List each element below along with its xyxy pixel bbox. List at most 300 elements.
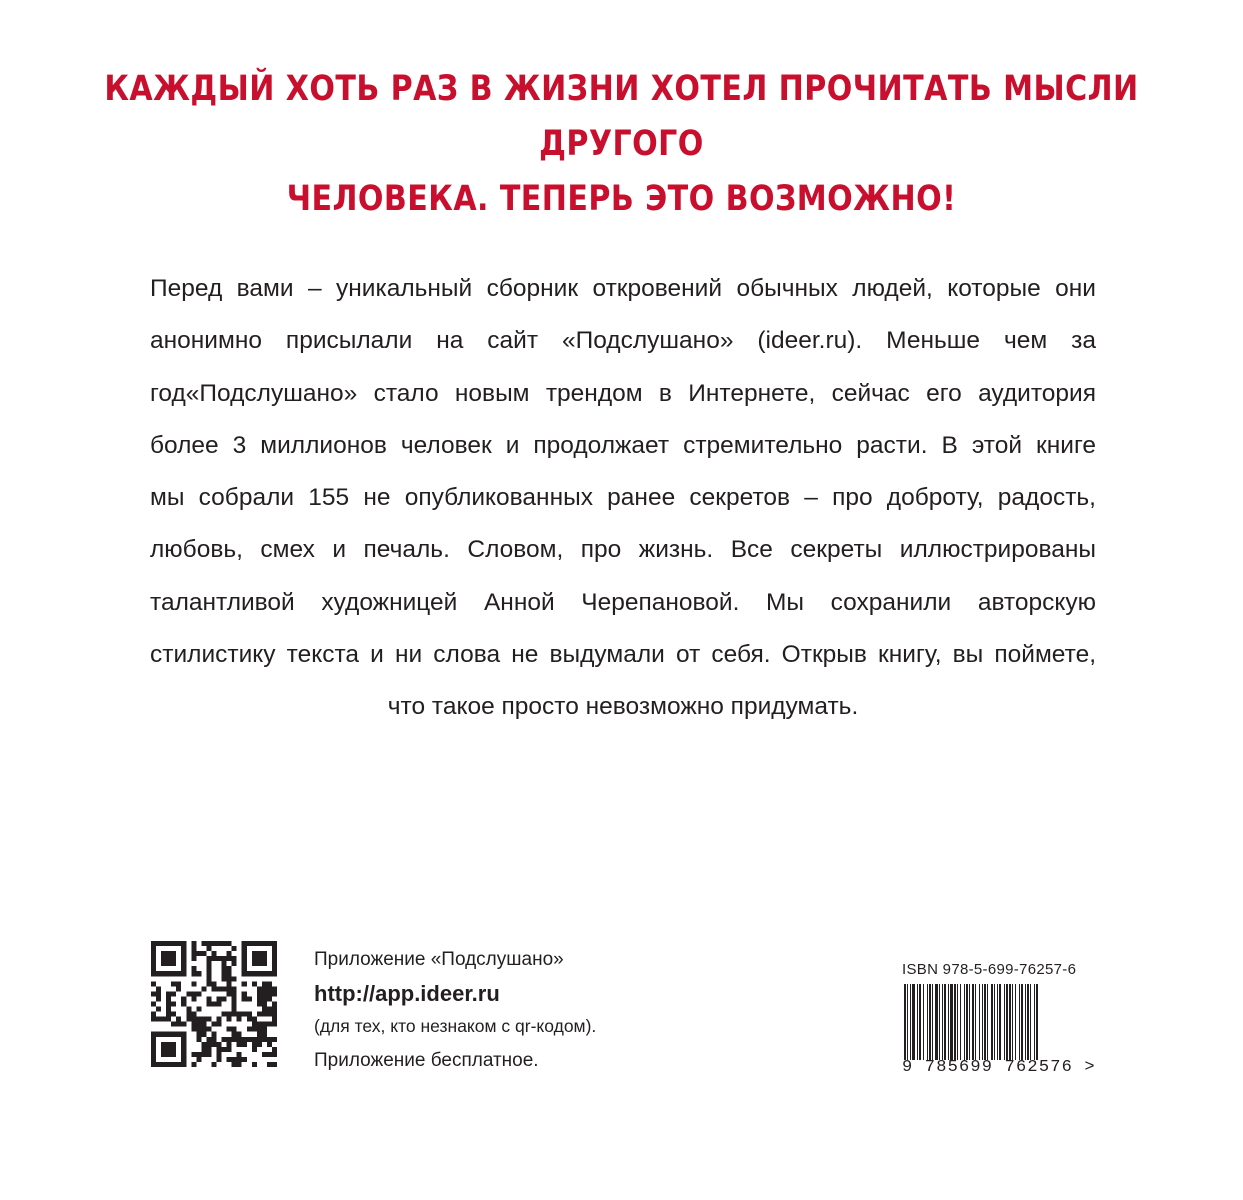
qr-module [267, 986, 272, 991]
qr-module [166, 1042, 171, 1047]
qr-module [211, 1062, 216, 1067]
qr-module [217, 941, 222, 946]
qr-module [181, 961, 186, 966]
qr-module [272, 1012, 277, 1017]
qr-module [262, 1027, 267, 1032]
qr-module [242, 1037, 247, 1042]
qr-module [252, 951, 257, 956]
barcode-bar [1030, 984, 1031, 1060]
qr-module [201, 941, 206, 946]
barcode-bar [935, 984, 938, 1060]
qr-module [227, 1017, 232, 1022]
qr-module [222, 1037, 227, 1042]
qr-module [151, 1012, 156, 1017]
qr-module [257, 1027, 262, 1032]
qr-module [247, 1037, 252, 1042]
qr-module [161, 956, 166, 961]
qr-module [191, 996, 196, 1001]
qr-module [232, 1007, 237, 1012]
qr-module [272, 1017, 277, 1022]
qr-module [181, 1052, 186, 1057]
qr-module [272, 1047, 277, 1052]
barcode-bar [1034, 984, 1035, 1060]
description-line: талантливой художницей Анной Черепановой. Мы сохранили авторскую [150, 588, 1096, 616]
qr-module [211, 1022, 216, 1027]
qr-module [267, 1052, 272, 1057]
barcode-bar [1021, 984, 1023, 1060]
qr-module [257, 971, 262, 976]
qr-module [171, 1047, 176, 1052]
qr-module [242, 981, 247, 986]
qr-module [166, 1052, 171, 1057]
qr-module [262, 991, 267, 996]
qr-module [161, 1052, 166, 1057]
qr-module [151, 1052, 156, 1057]
qr-module [171, 971, 176, 976]
description-line: анонимно присылали на сайт «Подслушано» (ideer.ru). Меньше чем за [150, 327, 1096, 355]
qr-module [176, 1062, 181, 1067]
qr-module [206, 966, 211, 971]
qr-module [242, 966, 247, 971]
qr-module [151, 1032, 156, 1037]
qr-module [171, 1032, 176, 1037]
qr-module [206, 1052, 211, 1057]
qr-module [211, 956, 216, 961]
qr-module [151, 1037, 156, 1042]
qr-module [262, 956, 267, 961]
barcode-bar [966, 984, 968, 1060]
barcode-bar [960, 984, 961, 1060]
barcode-bar [948, 984, 949, 1060]
qr-module [267, 1037, 272, 1042]
qr-module [211, 1037, 216, 1042]
barcode-bar [1009, 984, 1011, 1060]
qr-module [272, 1001, 277, 1006]
qr-module [272, 971, 277, 976]
qr-module [217, 1001, 222, 1006]
qr-module [201, 1022, 206, 1027]
qr-module [166, 1032, 171, 1037]
qr-module [262, 1012, 267, 1017]
barcode-bar [964, 984, 965, 1060]
qr-module [227, 986, 232, 991]
qr-module [272, 956, 277, 961]
qr-module [171, 991, 176, 996]
qr-module [242, 961, 247, 966]
qr-module [272, 946, 277, 951]
qr-module [222, 976, 227, 981]
qr-module [151, 1042, 156, 1047]
qr-module [171, 941, 176, 946]
qr-module [262, 986, 267, 991]
qr-module [272, 1037, 277, 1042]
barcode-bar [1012, 984, 1013, 1060]
qr-module [222, 1047, 227, 1052]
qr-module [232, 1037, 237, 1042]
description-line: Перед вами – уникальный сборник откровений обычных людей, которые они [150, 275, 1096, 302]
qr-module [267, 1012, 272, 1017]
qr-module [267, 1022, 272, 1027]
qr-module [176, 1022, 181, 1027]
qr-module [272, 966, 277, 971]
headline-line-1: КАЖДЫЙ ХОТЬ РАЗ В ЖИЗНИ ХОТЕЛ ПРОЧИТАТЬ МЫСЛИ ДРУГОГО [104, 69, 1139, 164]
qr-module [272, 961, 277, 966]
qr-module [257, 1032, 262, 1037]
qr-module [176, 981, 181, 986]
headline-line-2: ЧЕЛОВЕКА. ТЕПЕРЬ ЭТО ВОЗМОЖНО! [286, 179, 957, 219]
qr-module [196, 951, 201, 956]
qr-module [262, 1032, 267, 1037]
app-url-link[interactable]: http://app.ideer.ru [314, 980, 500, 1006]
qr-module [272, 1022, 277, 1027]
qr-module [181, 996, 186, 1001]
barcode-bar [1019, 984, 1020, 1060]
qr-module [201, 1027, 206, 1032]
isbn-block [902, 961, 1096, 1077]
qr-module [181, 1062, 186, 1067]
qr-module [181, 1037, 186, 1042]
barcode-bar [917, 984, 918, 1060]
qr-module [272, 1062, 277, 1067]
qr-module [247, 971, 252, 976]
barcode-bar [1015, 984, 1016, 1060]
qr-module [217, 1052, 222, 1057]
qr-module [252, 961, 257, 966]
qr-module [156, 1032, 161, 1037]
qr-module [206, 1001, 211, 1006]
qr-module [171, 1062, 176, 1067]
qr-module [166, 1012, 171, 1017]
qr-module [232, 976, 237, 981]
qr-module [262, 1001, 267, 1006]
barcode-icon [902, 984, 1090, 1060]
qr-module [247, 1027, 252, 1032]
qr-module [257, 961, 262, 966]
qr-module [272, 986, 277, 991]
app-free-note: Приложение бесплатное. [314, 1049, 539, 1071]
qr-module [217, 1047, 222, 1052]
qr-module [217, 1042, 222, 1047]
qr-module [171, 1052, 176, 1057]
qr-module [201, 1052, 206, 1057]
qr-module [161, 941, 166, 946]
qr-module [242, 941, 247, 946]
qr-module [191, 951, 196, 956]
qr-module [222, 961, 227, 966]
barcode-bar [907, 984, 908, 1060]
qr-module [227, 971, 232, 976]
qr-module [151, 956, 156, 961]
qr-module [232, 961, 237, 966]
app-note: (для тех, кто незнаком с qr-кодом). [314, 1016, 597, 1036]
qr-module [206, 1037, 211, 1042]
qr-module [227, 1042, 232, 1047]
qr-module [171, 1012, 176, 1017]
qr-module [181, 1022, 186, 1027]
qr-module [252, 1037, 257, 1042]
qr-module [267, 996, 272, 1001]
qr-module [156, 971, 161, 976]
qr-module [166, 961, 171, 966]
qr-module [181, 966, 186, 971]
qr-module [232, 1032, 237, 1037]
qr-module [227, 1047, 232, 1052]
description-line: более 3 миллионов человек и продолжает стремительно расти. В этой книге [150, 431, 1096, 459]
qr-module [196, 1022, 201, 1027]
qr-module [222, 941, 227, 946]
qr-module [262, 1037, 267, 1042]
qr-module [191, 981, 196, 986]
qr-module [176, 1017, 181, 1022]
qr-module [206, 946, 211, 951]
qr-module [247, 1012, 252, 1017]
qr-module [237, 1057, 242, 1062]
qr-module [222, 971, 227, 976]
qr-module [196, 1037, 201, 1042]
qr-module [176, 1032, 181, 1037]
qr-module [161, 971, 166, 976]
qr-module [206, 976, 211, 981]
barcode-bar [904, 984, 906, 1060]
qr-module [191, 1027, 196, 1032]
qr-module [237, 1052, 242, 1057]
qr-module [196, 991, 201, 996]
barcode-bar [969, 984, 970, 1060]
qr-module [252, 1062, 257, 1067]
qr-module [227, 966, 232, 971]
qr-module [227, 956, 232, 961]
qr-module [161, 1017, 166, 1022]
qr-module [156, 941, 161, 946]
qr-module [151, 951, 156, 956]
qr-module [222, 956, 227, 961]
qr-module [196, 1017, 201, 1022]
qr-module [252, 956, 257, 961]
app-info [314, 943, 596, 1077]
qr-module [227, 1012, 232, 1017]
qr-module [267, 1007, 272, 1012]
qr-module [257, 991, 262, 996]
qr-module [151, 946, 156, 951]
qr-module [171, 981, 176, 986]
barcode-digits: 9 785699 762576 > [902, 1058, 1096, 1077]
qr-module [262, 1052, 267, 1057]
qr-module [166, 1062, 171, 1067]
qr-module [186, 1012, 191, 1017]
qr-module [232, 991, 237, 996]
qr-module [161, 1032, 166, 1037]
qr-module [166, 1017, 171, 1022]
qr-module [272, 951, 277, 956]
qr-module [227, 981, 232, 986]
barcode-bar [929, 984, 931, 1060]
barcode-bar [979, 984, 980, 1060]
qr-module [211, 1032, 216, 1037]
qr-module [222, 996, 227, 1001]
barcode-bar [991, 984, 993, 1060]
barcode-bar [982, 984, 983, 1060]
description-line: что такое просто невозможно придумать. [387, 693, 859, 721]
qr-module [257, 1022, 262, 1027]
qr-module [257, 951, 262, 956]
barcode-bar [972, 984, 974, 1060]
qr-module [257, 996, 262, 1001]
qr-module [237, 1012, 242, 1017]
qr-module [252, 1042, 257, 1047]
qr-module [151, 1057, 156, 1062]
qr-module [242, 951, 247, 956]
qr-module [237, 1062, 242, 1067]
qr-module [161, 951, 166, 956]
barcode-bar [927, 984, 928, 1060]
qr-module [206, 1017, 211, 1022]
qr-module [272, 941, 277, 946]
qr-module [257, 1012, 262, 1017]
qr-module [196, 971, 201, 976]
qr-module [176, 986, 181, 991]
headline [87, 62, 1156, 227]
qr-module [206, 1047, 211, 1052]
qr-module [151, 1047, 156, 1052]
qr-module [166, 951, 171, 956]
barcode-bar [932, 984, 933, 1060]
qr-module [196, 1032, 201, 1037]
qr-module [252, 941, 257, 946]
barcode-bar [957, 984, 958, 1060]
qr-module [156, 986, 161, 991]
qr-module [156, 991, 161, 996]
barcode-bar [997, 984, 998, 1060]
qr-module [166, 956, 171, 961]
qr-module [252, 981, 257, 986]
barcode-bar [1036, 984, 1038, 1060]
qr-module [181, 1032, 186, 1037]
qr-module [267, 1042, 272, 1047]
qr-module [237, 1042, 242, 1047]
qr-module [181, 956, 186, 961]
app-title: Приложение «Подслушано» [314, 949, 564, 970]
qr-module [166, 991, 171, 996]
qr-module [166, 996, 171, 1001]
qr-module [201, 1032, 206, 1037]
qr-module [151, 971, 156, 976]
qr-module [257, 1042, 262, 1047]
qr-module [267, 971, 272, 976]
qr-module [237, 1032, 242, 1037]
qr-module [191, 971, 196, 976]
qr-module [217, 1057, 222, 1062]
qr-code-icon[interactable] [151, 941, 277, 1067]
qr-module [191, 1022, 196, 1027]
qr-module [242, 971, 247, 976]
qr-module [252, 1047, 257, 1052]
qr-module [222, 986, 227, 991]
qr-module [151, 1017, 156, 1022]
qr-module [257, 1037, 262, 1042]
qr-module [257, 986, 262, 991]
qr-module [217, 1017, 222, 1022]
qr-module [262, 981, 267, 986]
qr-module [201, 1042, 206, 1047]
barcode-bar [999, 984, 1001, 1060]
barcode-bar [939, 984, 940, 1060]
qr-module [176, 971, 181, 976]
qr-module [227, 1027, 232, 1032]
qr-module [211, 1001, 216, 1006]
qr-module [272, 1052, 277, 1057]
qr-module [151, 961, 156, 966]
qr-module [232, 1057, 237, 1062]
qr-module [211, 1042, 216, 1047]
qr-module [181, 1047, 186, 1052]
qr-module [211, 981, 216, 986]
qr-module [267, 1062, 272, 1067]
qr-module [191, 1052, 196, 1057]
qr-module [181, 941, 186, 946]
qr-module [237, 1037, 242, 1042]
qr-module [181, 951, 186, 956]
barcode-bar [923, 984, 924, 1060]
qr-module [262, 951, 267, 956]
qr-module [171, 956, 176, 961]
qr-module [227, 976, 232, 981]
qr-module [171, 1001, 176, 1006]
barcode-bar [954, 984, 956, 1060]
qr-module [232, 986, 237, 991]
qr-module [186, 991, 191, 996]
qr-module [171, 1042, 176, 1047]
qr-module [257, 1001, 262, 1006]
qr-module [222, 966, 227, 971]
barcode-bar [994, 984, 995, 1060]
qr-module [166, 941, 171, 946]
qr-module [151, 1001, 156, 1006]
qr-module [181, 1001, 186, 1006]
qr-module [181, 971, 186, 976]
qr-module [196, 1052, 201, 1057]
qr-module [227, 991, 232, 996]
description-line: год«Подслушано» стало новым трендом в Интернете, сейчас его аудитория [150, 379, 1096, 407]
qr-module [181, 1042, 186, 1047]
qr-module [161, 961, 166, 966]
isbn-label: ISBN 978-5-699-76257-6 [902, 961, 1077, 978]
qr-module [267, 941, 272, 946]
qr-module [211, 951, 216, 956]
qr-module [181, 1057, 186, 1062]
qr-module [156, 1017, 161, 1022]
qr-module [227, 941, 232, 946]
qr-module [262, 1022, 267, 1027]
qr-module [232, 1027, 237, 1032]
qr-module [242, 1057, 247, 1062]
qr-module [252, 1027, 257, 1032]
description-line: мы собрали 155 не опубликованных ранее секретов – про доброту, радость, [150, 484, 1096, 512]
qr-module [191, 1017, 196, 1022]
qr-module [237, 1017, 242, 1022]
qr-module [242, 946, 247, 951]
qr-module [227, 1057, 232, 1062]
qr-module [217, 1022, 222, 1027]
qr-module [232, 1062, 237, 1067]
barcode-bar [910, 984, 911, 1060]
qr-module [267, 991, 272, 996]
qr-module [171, 961, 176, 966]
qr-module [196, 1057, 201, 1062]
qr-module [191, 946, 196, 951]
qr-module [166, 1007, 171, 1012]
qr-module [232, 1012, 237, 1017]
qr-module [222, 1012, 227, 1017]
